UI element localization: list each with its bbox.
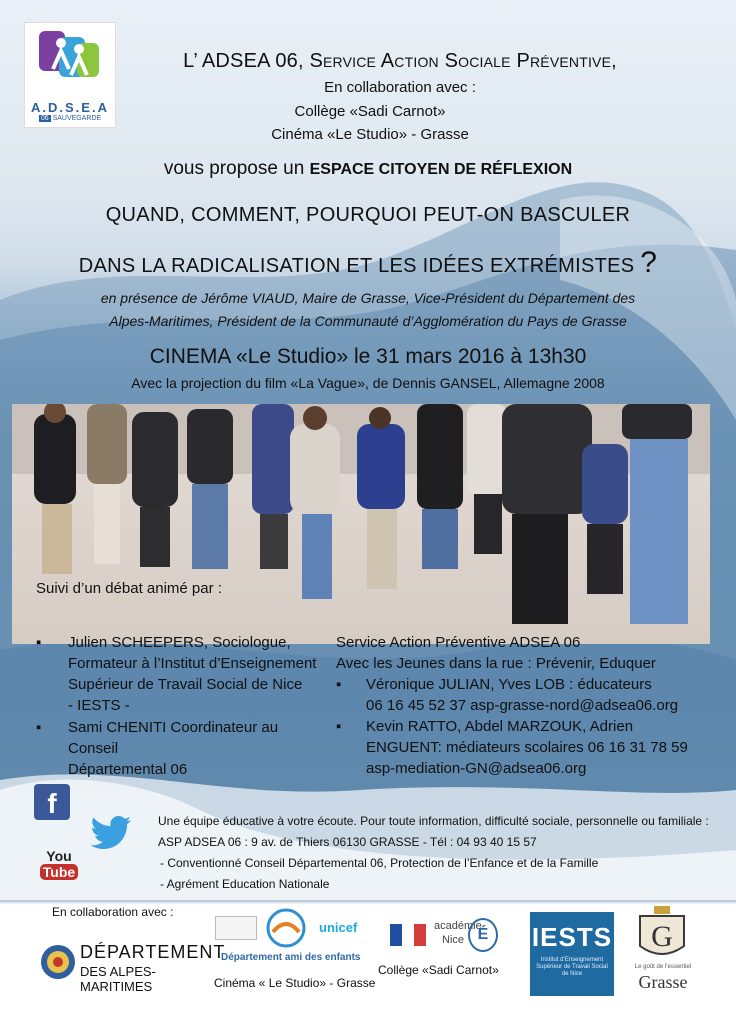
headline-line1: QUAND, COMMENT, POURQUOI PEUT-ON BASCULER: [105, 204, 631, 226]
footer-collab: En collaboration avec :: [52, 905, 174, 919]
debate-right-2-c: asp-mediation-GN@adsea06.org: [366, 760, 587, 777]
propose-prefix: vous propose un: [163, 158, 305, 179]
college-line: Collège «Sadi Carnot»: [294, 103, 446, 120]
academie-line1: académie: [434, 920, 482, 932]
svg-text:G: G: [651, 920, 673, 953]
debate-left-item: [36, 632, 326, 716]
crowd-photo: [12, 404, 710, 644]
iests-title: IESTS: [531, 922, 613, 952]
enfants-label: Département ami des enfants: [221, 952, 361, 963]
enfants-logo: [215, 908, 375, 968]
facebook-letter: f: [47, 788, 57, 819]
debate-right-1-a: Véronique JULIAN, Yves LOB : éducateurs: [366, 676, 652, 693]
debate-right-item: [336, 674, 726, 716]
contact-line-3: - Conventionné Conseil Départemental 06, Protection de l’Enfance et de la Famille: [160, 856, 599, 870]
debate-left-list: [36, 632, 326, 780]
adsea-logo-icon: [25, 23, 115, 93]
org-line: L’ ADSEA 06, Service Action Sociale Préventive,: [183, 50, 617, 72]
bullet-icon: ▪: [336, 676, 342, 693]
contact-line-4: - Agrément Education Nationale: [160, 877, 330, 891]
collab-line: En collaboration avec :: [324, 79, 476, 96]
cinema-line: Cinéma «Le Studio» - Grasse: [271, 126, 469, 143]
headline-question-mark: ?: [640, 246, 658, 279]
propose-line: [0, 158, 736, 180]
debate-left-2-a: Sami CHENITI Coordinateur au Conseil: [68, 719, 279, 757]
departement-line1: DÉPARTEMENT: [80, 942, 226, 962]
adsea-logo-sub: SAUVEGARDE: [52, 115, 102, 122]
contact-line-1: Une équipe éducative à votre écoute. Pour toute information, difficulté sociale, personnelle ou familiale :: [158, 814, 709, 828]
grasse-name: Grasse: [638, 972, 688, 992]
presence-line2: Alpes-Maritimes, Président de la Communauté d’Agglomération du Pays de Grasse: [109, 313, 627, 329]
grasse-crest-icon: [632, 906, 692, 962]
bullet-icon: ▪: [336, 718, 342, 735]
bullet-icon: ▪: [36, 719, 42, 736]
propose-bold: ESPACE CITOYEN DE RÉFLEXION: [309, 161, 573, 178]
contact-block: [158, 811, 718, 895]
event-subtitle: Avec la projection du film «La Vague», de Dennis GANSEL, Allemagne 2008: [131, 375, 605, 391]
debate-right-list: [336, 632, 726, 779]
republique-flag-icon: [390, 924, 426, 946]
academie-logo: [390, 910, 500, 956]
event-title: CINEMA «Le Studio» le 31 mars 2016 à 13h30: [149, 345, 587, 368]
cinema-footer: Cinéma « Le Studio» - Grasse: [214, 976, 376, 990]
departement-emblem-icon: [40, 942, 76, 982]
bullet-icon: ▪: [36, 634, 42, 651]
adsea-logo: [24, 22, 116, 128]
debate-right-2-a: Kevin RATTO, Abdel MARZOUK, Adrien: [366, 718, 634, 735]
unicef-label: unicef: [319, 920, 358, 935]
college-footer: Collège «Sadi Carnot»: [378, 963, 499, 977]
departement-line2: DES ALPES-MARITIMES: [80, 964, 156, 994]
adsea-logo-badge: 06: [40, 115, 49, 122]
iests-logo: [530, 912, 614, 996]
grasse-logo: [626, 906, 700, 998]
headline-line2-wrap: [0, 246, 736, 280]
academie-e-icon: É: [468, 918, 498, 952]
presence-line1: en présence de Jérôme VIAUD, Maire de Grasse, Vice-Président du Département des: [100, 290, 636, 306]
youtube-icon[interactable]: [40, 848, 78, 880]
debate-left-1-c: Supérieur de Travail Social de Nice: [68, 676, 303, 693]
youtube-bottom: Tube: [40, 864, 78, 880]
crowd-photo-image: [12, 404, 710, 644]
enfants-emblem-icon: [263, 908, 309, 948]
debate-right-2-b: ENGUENT: médiateurs scolaires 06 16 31 78 59: [366, 739, 688, 756]
debate-left-1-b: Formateur à l’Institut d’Enseignement: [68, 655, 317, 672]
twitter-icon[interactable]: [90, 816, 132, 850]
debate-right-1-b: 06 16 45 52 37 asp-grasse-nord@adsea06.org: [366, 697, 679, 714]
iests-subtitle: Institut d’Enseignement Supérieur de Travail Social de Nice: [536, 957, 608, 977]
debate-left-2-b: Départemental 06: [68, 761, 188, 778]
government-badge-icon: [215, 916, 257, 940]
adsea-logo-text: A.D.S.E.A: [31, 100, 109, 115]
debate-right-head-1: Service Action Préventive ADSEA 06: [336, 634, 581, 651]
debate-left-1-d: - IESTS -: [68, 697, 130, 714]
debate-left-1-a: Julien SCHEEPERS, Sociologue,: [68, 634, 291, 651]
grasse-subtitle: Le goût de l’essentiel: [634, 964, 692, 970]
debate-intro: Suivi d’un débat animé par :: [36, 580, 222, 597]
academie-line2: Nice: [442, 934, 465, 946]
debate-right-head-2: Avec les Jeunes dans la rue : Prévenir, Eduquer: [336, 655, 656, 672]
headline-line2: DANS LA RADICALISATION ET LES IDÉES EXTRÉMISTES: [78, 255, 635, 277]
contact-line-2: ASP ADSEA 06 : 9 av. de Thiers 06130 GRASSE - Tél : 04 93 40 15 57: [158, 835, 537, 849]
youtube-top: You: [46, 848, 72, 864]
departement-logo: [40, 940, 226, 994]
facebook-icon[interactable]: [34, 784, 70, 820]
